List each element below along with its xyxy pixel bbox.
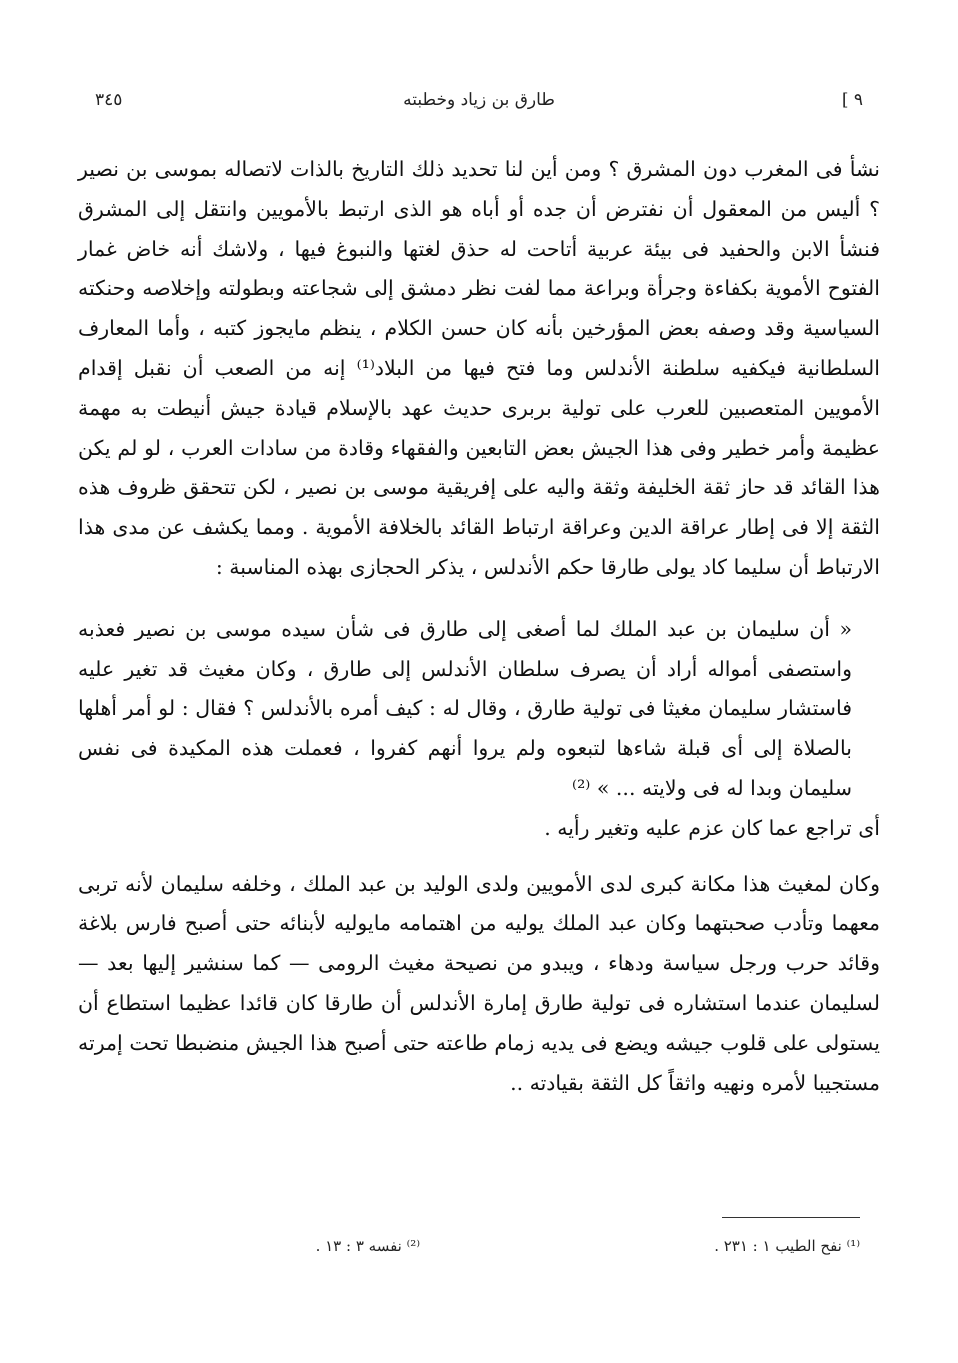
running-header (95, 90, 863, 120)
footnote-divider (722, 1217, 860, 1218)
footnotes (95, 1237, 860, 1267)
quotation-paragraph: « أن سليمان بن عبد الملك لما أصغى إلى طارق فى شأن سيده موسى بن نصير فعذبه واستصفى أمواله أراد أن يصرف سلطان الأندلس إلى طارق ، وكان مغيث قد تغير عليه فاستشار سليمان مغيثا فى تولية طارق ، وقال له : كيف أمره بالأندلس ؟ فقال : لو أمر أهلها بالصلاة إلى أى قبلة شاءها لتبعوه ولم يروا أنهم كفروا ، فعملت هذه المكيدة فى نفس سليمان وبدا له فى ولايته ... » ⁽²⁾ (78, 616, 852, 800)
page-number: ٣٤٥ (95, 90, 123, 110)
paragraph-2: وكان لمغيث هذا مكانة كبرى لدى الأمويين ولدى الوليد بن عبد الملك ، وخلفه سليمان لأنه تربى معهما وتأدب صحبتهما وكان عبد الملك يوليه من اهتمامه مايوليه لأبنائه حتى أصبح فارس بلاغة وقائد حرب ورجل سياسة ودهاء ، ويبدو من نصيحة مغيث الرومى — كما سنشير إليها بعد — لسليمان عندما استشاره فى تولية طارق إمارة الأندلس أن طارقا كان قائدا عظيما استطاع أن يستولى على قلوب جيشه ويضع فى يديه زمام طاعته حتى أصبح هذا الجيش منضبطا تحت إمرته مستجيبا لأمره ونهيه واثقاً كل الثقة بقيادته .. (78, 871, 880, 1095)
paragraph-1: نشأ فى المغرب دون المشرق ؟ ومن أين لنا تحديد ذلك التاريخ بالذات لاتصاله بموسى بن نصير ؟ أليس من المعقول أن نفترض أن جده أو أباه هو الذى ارتبط بالأمويين وانتقل إلى المشرق فنشأ الابن والحفيد فى بيئة عربية أتاحت له حذق لغتها والنبوغ فيها ، ولاشك أنه خاض غمار الفتوح الأموية بكفاءة وجرأة وبراعة مما لفت نظر دمشق إلى شجاعته وبطولته وإخلاصه وحنكته السياسية وقد وصفه بعض المؤرخين بأنه كان حسن الكلام ، ينظم مايجوز كتبه ، وأما المعارف السلطانية فيكفيه سلطنة الأندلس وما فتح فيها من البلاد⁽¹⁾ إنه من الصعب أن نقبل إقدام الأمويين المتعصبين للعرب على تولية بربرى حديث عهد بالإسلام قيادة جيش أنيطت به مهمة عظيمة وأمر خطير وفى هذا الجيش بعض التابعين والفقهاء وقادة من سادات العرب ، لو لم يكن هذا القائد قد حاز ثقة الخليفة وثقة واليه على إفريقية موسى بن نصير ، لكن تتحقق ظروف هذه الثقة إلا فى إطار عراقة الدين وعراقة ارتباط القائد بالخلافة الأموية . ومما يكشف عن مدى هذا الارتباط أن سليما كاد يولى طارقا حكم الأندلس ، يذكر الحجازى بهذه المناسبة : (78, 157, 881, 579)
footnote-1: ⁽¹⁾ نفح الطيب ١ : ٢٣١ . (714, 1237, 860, 1255)
running-title: طارق بن زياد وخطبته (403, 90, 555, 110)
chapter-marker: [ ٩ (841, 90, 863, 110)
paragraph-explanation: أى تراجع عما كان عزم عليه وتغير رأيه . (544, 815, 880, 840)
body-text (78, 150, 880, 1103)
footnote-2: ⁽²⁾ نفسه ٣ : ١٣ . (315, 1237, 420, 1255)
